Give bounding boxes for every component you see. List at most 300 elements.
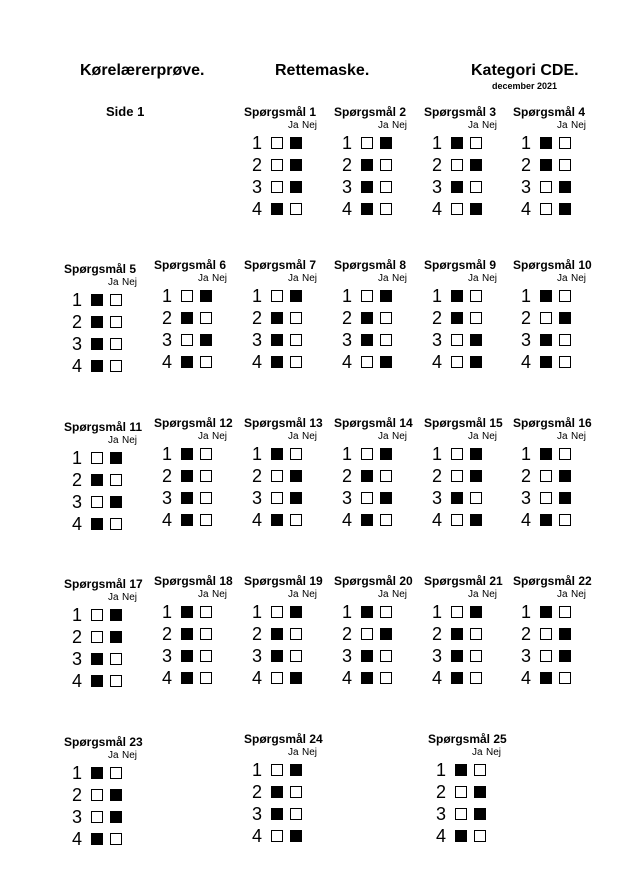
option-number: 4 [252,199,263,219]
ja-checkbox [271,312,283,324]
column-headers [244,431,323,443]
question-block [64,262,136,377]
nej-checkbox [110,675,122,687]
nej-checkbox [559,628,571,640]
nej-checkbox [110,452,122,464]
answer-row [64,828,143,850]
ja-header: Ja [288,120,299,131]
option-number: 1 [432,602,443,622]
ja-checkbox [540,470,552,482]
ja-header: Ja [378,120,389,131]
option-number: 4 [252,510,263,530]
column-headers [334,431,413,443]
option-number: 4 [521,352,532,372]
option-number: 4 [432,199,443,219]
option-number: 1 [252,133,263,153]
nej-checkbox [110,294,122,306]
ja-checkbox [540,159,552,171]
option-number: 3 [521,177,532,197]
ja-header: Ja [557,273,568,284]
question-title: Spørgsmål 17 [64,577,143,591]
answer-row [424,351,496,373]
ja-checkbox [91,675,103,687]
option-number: 4 [436,826,447,846]
nej-checkbox [290,470,302,482]
answer-row [64,333,136,355]
nej-checkbox [559,672,571,684]
option-number: 3 [432,177,443,197]
question-block [244,105,316,220]
option-number: 4 [521,668,532,688]
nej-checkbox [290,448,302,460]
option-number: 3 [342,646,353,666]
answer-key-title: Rettemaske. [275,62,370,79]
ja-checkbox [540,606,552,618]
ja-checkbox [271,137,283,149]
nej-checkbox [559,356,571,368]
question-title: Spørgsmål 23 [64,735,143,749]
answer-row [424,198,496,220]
ja-checkbox [451,470,463,482]
answer-row [428,759,507,781]
option-number: 4 [252,352,263,372]
answer-row [244,154,316,176]
option-number: 2 [432,155,443,175]
nej-checkbox [559,470,571,482]
option-number: 4 [521,199,532,219]
nej-checkbox [380,672,392,684]
question-block [513,258,592,373]
nej-checkbox [290,356,302,368]
question-title: Spørgsmål 5 [64,262,137,276]
answer-row [424,285,496,307]
ja-checkbox [181,356,193,368]
nej-checkbox [470,470,482,482]
answer-row [244,509,323,531]
answer-row [64,806,143,828]
option-number: 4 [342,668,353,688]
question-block [64,735,143,850]
ja-checkbox [91,338,103,350]
answer-row [154,487,233,509]
answer-row [154,623,233,645]
question-block [244,732,323,847]
nej-header: Nej [122,592,138,603]
nej-checkbox [474,764,486,776]
ja-checkbox [271,672,283,684]
column-headers [424,589,503,601]
ja-checkbox [451,672,463,684]
ja-checkbox [451,448,463,460]
question-block [513,574,592,689]
option-number: 4 [252,668,263,688]
option-number: 4 [432,352,443,372]
answer-row [513,154,585,176]
question-title: Spørgsmål 7 [244,258,317,272]
ja-checkbox [540,334,552,346]
ja-header: Ja [557,120,568,131]
answer-row [424,154,496,176]
answer-row [154,601,233,623]
answer-row [334,132,406,154]
answer-row [513,307,592,329]
question-title: Spørgsmål 16 [513,416,592,430]
ja-checkbox [271,334,283,346]
ja-checkbox [451,203,463,215]
option-number: 3 [72,807,83,827]
answer-row [513,132,585,154]
nej-checkbox [470,514,482,526]
column-headers [244,589,323,601]
ja-checkbox [91,474,103,486]
nej-checkbox [290,159,302,171]
ja-checkbox [271,159,283,171]
answer-row [513,198,585,220]
question-title: Spørgsmål 20 [334,574,413,588]
option-number: 1 [252,760,263,780]
answer-row [154,351,226,373]
option-number: 2 [432,308,443,328]
nej-checkbox [559,606,571,618]
answer-row [424,176,496,198]
answer-row [334,465,413,487]
nej-header: Nej [302,120,318,131]
answer-row [424,667,503,689]
ja-checkbox [451,181,463,193]
ja-checkbox [451,290,463,302]
ja-header: Ja [472,747,483,758]
answer-row [64,491,142,513]
answer-row [424,487,503,509]
nej-checkbox [380,159,392,171]
question-title: Spørgsmål 11 [64,420,143,434]
ja-checkbox [455,808,467,820]
ja-header: Ja [378,589,389,600]
ja-checkbox [91,767,103,779]
option-number: 2 [521,308,532,328]
question-block [154,258,226,373]
answer-row [513,487,592,509]
option-number: 4 [162,352,173,372]
question-title: Spørgsmål 6 [154,258,227,272]
nej-checkbox [380,312,392,324]
ja-checkbox [91,496,103,508]
nej-checkbox [470,181,482,193]
ja-checkbox [271,830,283,842]
nej-checkbox [110,518,122,530]
ja-checkbox [91,789,103,801]
question-block [334,105,406,220]
answer-row [64,626,143,648]
answer-row [64,311,136,333]
option-number: 2 [521,155,532,175]
option-number: 4 [72,514,83,534]
option-number: 3 [521,330,532,350]
option-number: 2 [252,308,263,328]
option-number: 2 [252,466,263,486]
question-block [64,577,143,692]
answer-row [424,645,503,667]
nej-checkbox [290,334,302,346]
nej-checkbox [290,628,302,640]
option-number: 1 [72,763,83,783]
question-block [424,105,496,220]
option-number: 4 [342,199,353,219]
nej-checkbox [470,628,482,640]
answer-row [244,198,316,220]
ja-header: Ja [468,273,479,284]
answer-row [424,509,503,531]
question-title: Spørgsmål 2 [334,105,407,119]
answer-row [244,176,316,198]
option-number: 3 [252,177,263,197]
ja-checkbox [455,764,467,776]
option-number: 4 [342,352,353,372]
nej-checkbox [470,290,482,302]
option-number: 1 [521,286,532,306]
ja-checkbox [540,492,552,504]
ja-checkbox [271,181,283,193]
answer-row [428,803,507,825]
answer-row [334,487,413,509]
option-number: 1 [342,444,353,464]
answer-row [244,351,316,373]
ja-checkbox [181,470,193,482]
column-headers [424,120,496,132]
nej-checkbox [290,312,302,324]
answer-row [424,329,496,351]
option-number: 2 [342,155,353,175]
option-number: 3 [72,649,83,669]
ja-checkbox [361,137,373,149]
nej-checkbox [110,789,122,801]
nej-checkbox [559,312,571,324]
question-block [513,105,585,220]
answer-row [154,509,233,531]
question-block [154,574,233,689]
ja-checkbox [181,334,193,346]
option-number: 3 [72,492,83,512]
answer-row [513,601,592,623]
nej-header: Nej [122,750,138,761]
option-number: 3 [252,330,263,350]
nej-header: Nej [392,273,408,284]
question-block [334,258,406,373]
option-number: 1 [432,133,443,153]
answer-row [334,307,406,329]
nej-checkbox [200,312,212,324]
option-number: 2 [162,624,173,644]
answer-row [154,307,226,329]
question-block [64,420,142,535]
ja-header: Ja [288,589,299,600]
question-block [424,258,496,373]
ja-checkbox [91,452,103,464]
ja-header: Ja [288,747,299,758]
option-number: 3 [432,646,443,666]
option-number: 4 [432,510,443,530]
nej-checkbox [290,808,302,820]
ja-checkbox [361,181,373,193]
option-number: 1 [72,448,83,468]
option-number: 2 [72,627,83,647]
answer-row [64,469,142,491]
question-title: Spørgsmål 15 [424,416,503,430]
nej-checkbox [470,672,482,684]
ja-header: Ja [108,277,119,288]
ja-checkbox [451,312,463,324]
answer-row [513,329,592,351]
answer-row [334,329,406,351]
ja-checkbox [451,606,463,618]
nej-checkbox [380,492,392,504]
ja-checkbox [271,786,283,798]
answer-row [513,465,592,487]
answer-row [154,443,233,465]
question-title: Spørgsmål 19 [244,574,323,588]
option-number: 2 [521,624,532,644]
nej-checkbox [200,628,212,640]
ja-checkbox [451,492,463,504]
answer-row [334,351,406,373]
nej-checkbox [380,650,392,662]
ja-checkbox [181,628,193,640]
option-number: 4 [162,668,173,688]
ja-checkbox [540,650,552,662]
option-number: 2 [162,308,173,328]
question-title: Spørgsmål 9 [424,258,497,272]
option-number: 2 [342,466,353,486]
answer-row [154,667,233,689]
nej-checkbox [470,606,482,618]
nej-checkbox [290,672,302,684]
ja-checkbox [271,203,283,215]
nej-checkbox [559,448,571,460]
answer-row [334,176,406,198]
nej-checkbox [110,767,122,779]
ja-header: Ja [378,431,389,442]
nej-checkbox [290,764,302,776]
nej-header: Nej [302,747,318,758]
ja-checkbox [361,606,373,618]
nej-checkbox [290,786,302,798]
ja-checkbox [361,312,373,324]
ja-checkbox [540,312,552,324]
answer-row [334,601,413,623]
option-number: 2 [162,466,173,486]
ja-header: Ja [468,431,479,442]
question-block [244,574,323,689]
option-number: 3 [342,330,353,350]
nej-checkbox [380,448,392,460]
ja-checkbox [540,672,552,684]
ja-checkbox [361,470,373,482]
answer-row [64,513,142,535]
nej-checkbox [474,830,486,842]
nej-checkbox [110,360,122,372]
option-number: 3 [162,646,173,666]
ja-checkbox [451,514,463,526]
answer-row [424,307,496,329]
nej-checkbox [290,137,302,149]
ja-checkbox [91,294,103,306]
nej-header: Nej [122,435,138,446]
option-number: 2 [72,470,83,490]
answer-row [513,443,592,465]
nej-checkbox [559,181,571,193]
column-headers [154,273,226,285]
answer-row [428,825,507,847]
ja-checkbox [91,316,103,328]
nej-checkbox [470,159,482,171]
exam-title: Kørelærerprøve. [80,62,205,79]
question-block [334,416,413,531]
option-number: 2 [252,624,263,644]
answer-row [334,645,413,667]
ja-checkbox [361,514,373,526]
ja-header: Ja [108,435,119,446]
ja-header: Ja [288,431,299,442]
question-block [428,732,507,847]
column-headers [64,277,136,289]
ja-checkbox [181,650,193,662]
ja-checkbox [91,833,103,845]
option-number: 1 [432,444,443,464]
answer-row [334,285,406,307]
question-block [154,416,233,531]
question-block [244,258,316,373]
nej-header: Nej [212,431,228,442]
option-number: 2 [252,782,263,802]
nej-checkbox [290,492,302,504]
nej-checkbox [559,203,571,215]
ja-header: Ja [108,592,119,603]
nej-header: Nej [571,120,587,131]
answer-row [334,443,413,465]
ja-checkbox [540,356,552,368]
ja-checkbox [451,159,463,171]
nej-checkbox [290,650,302,662]
option-number: 1 [162,444,173,464]
ja-checkbox [271,492,283,504]
option-number: 3 [252,646,263,666]
nej-checkbox [200,650,212,662]
answer-row [64,784,143,806]
answer-row [513,285,592,307]
nej-header: Nej [302,431,318,442]
nej-header: Nej [302,273,318,284]
ja-checkbox [455,830,467,842]
nej-header: Nej [571,273,587,284]
ja-checkbox [451,650,463,662]
answer-row [154,329,226,351]
nej-checkbox [110,631,122,643]
question-block [424,574,503,689]
ja-checkbox [361,290,373,302]
ja-checkbox [181,448,193,460]
answer-row [244,759,323,781]
nej-header: Nej [392,589,408,600]
option-number: 4 [72,356,83,376]
nej-header: Nej [122,277,138,288]
ja-checkbox [91,811,103,823]
answer-row [334,154,406,176]
nej-checkbox [474,786,486,798]
nej-checkbox [200,514,212,526]
nej-checkbox [290,203,302,215]
answer-row [244,285,316,307]
option-number: 2 [342,308,353,328]
